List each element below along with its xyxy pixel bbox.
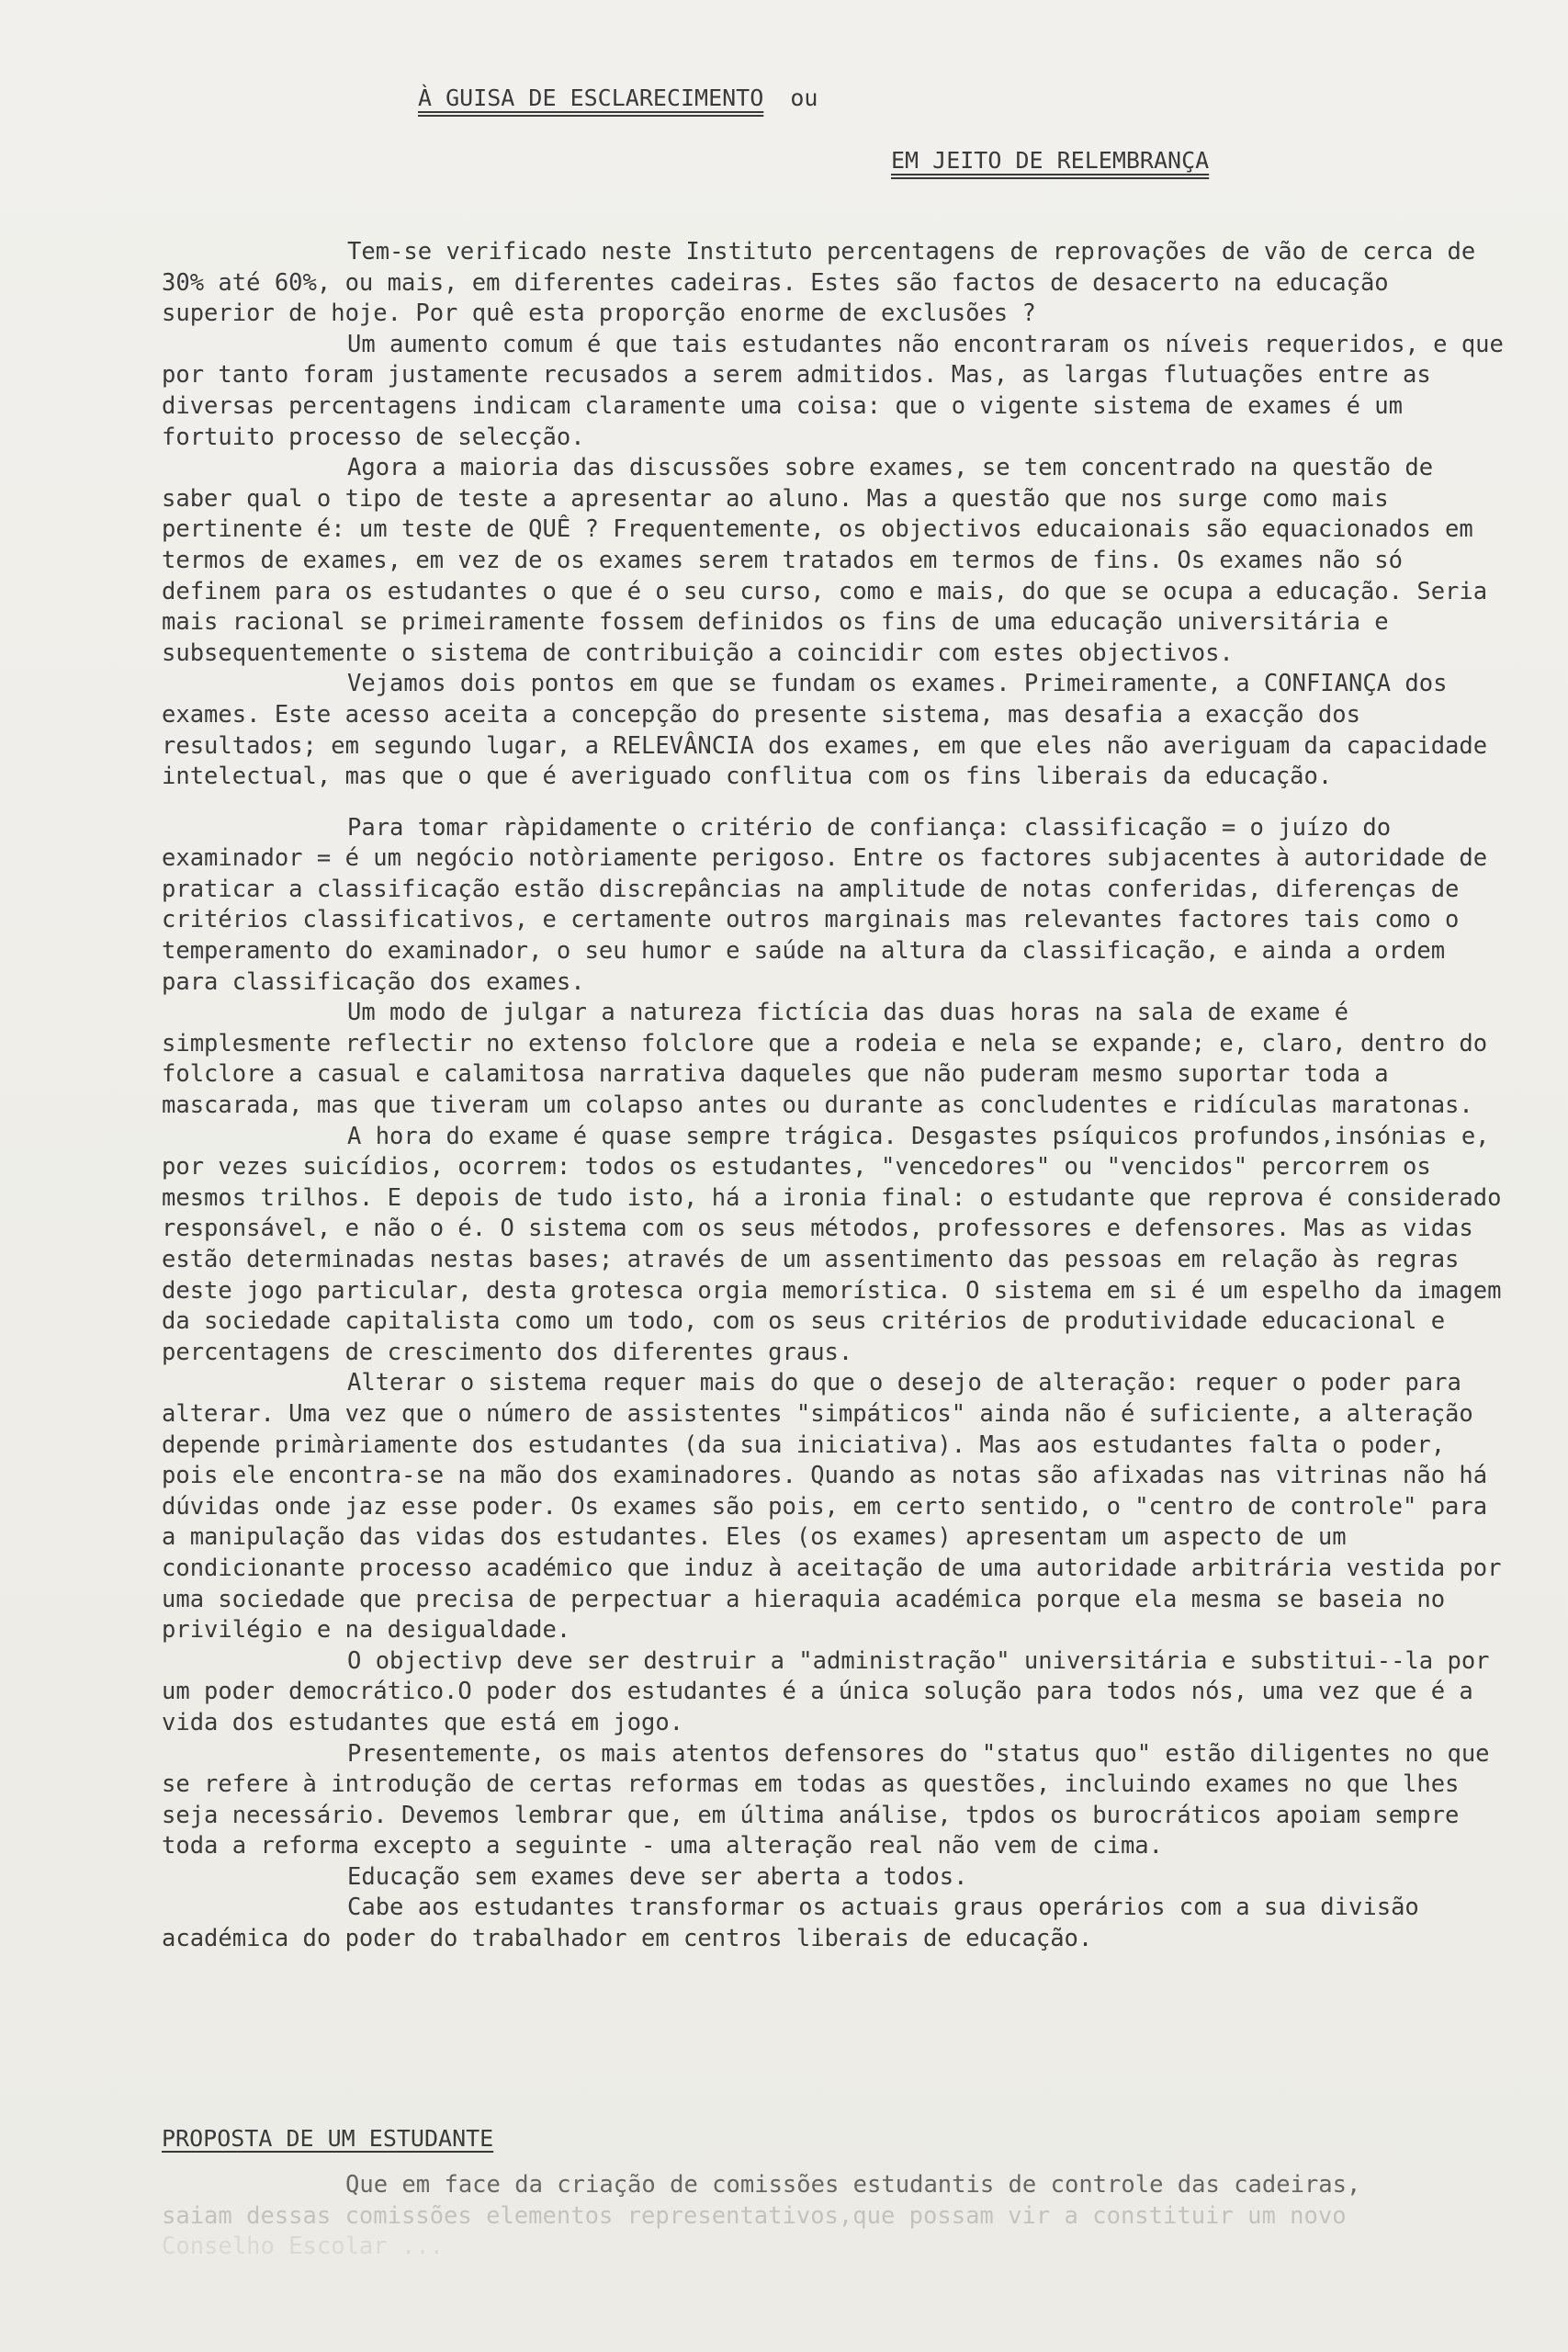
proposal-line: Que em face da criação de comissões estudantis de controle das cadeiras, (345, 2171, 1361, 2199)
paragraph: Tem-se verificado neste Instituto percentagens de reprovações de vão de cerca de 30% até 60%, ou mais, em diferentes cadeiras. Estes são factos de desacerto na educação superior de hoje. Por quê esta proporção enorme de exclusões ? (162, 238, 1476, 328)
proposal-title: PROPOSTA DE UM ESTUDANTE (162, 2125, 494, 2152)
paragraph: O objectivp deve ser destruir a "administração" universitária e substitui--la por um poder democrático.O poder dos estudantes é a única solução para todos nós, uma vez que é a vida dos estudantes que está em jogo. (162, 1646, 1490, 1736)
paragraph: Agora a maioria das discussões sobre exames, se tem concentrado na questão de saber qual o tipo de teste a apresentar ao aluno. Mas a questão que nos surge como mais pertinente é: um teste de QUÊ ? Frequentemente, os objectivos educaionais são equacionados em termos de exames, em vez de os exames serem tratados em termos de fins. Os exames não só definem para os estudantes o que é o seu curso, como e mais, do que se ocupa a educação. Seria mais racional se primeiramente fossem definidos os fins de uma educação universitária e subsequentemente o sistema de contribuição a coincidir com estes objectivos. (162, 454, 1488, 667)
document-body (162, 237, 1512, 1955)
proposal-text (162, 2170, 1466, 2263)
title-connector: ou (790, 85, 818, 111)
title-part-a: À GUISA DE ESCLARECIMENTO (418, 85, 764, 111)
proposal-line: Conselho Escolar ... (162, 2233, 445, 2261)
paragraph: Para tomar ràpidamente o critério de confiança: classificação = o juízo do examinador = é um negócio notòriamente perigoso. Entre os factores subjacentes à autoridade de praticar a classificação estão discrepâncias na amplitude de notas conferidas, diferenças de critérios classificativos, e certamente outros marginais mas relevantes factores tais como o temperamento do examinador, o seu humor e saúde na altura da classificação, e ainda a ordem para classificação dos exames. (162, 813, 1488, 996)
proposal-line: saiam dessas comissões elementos representativos,que possam vir a constituir um novo (162, 2201, 1347, 2230)
paragraph: Um aumento comum é que tais estudantes não encontraram os níveis requeridos, e que por tanto foram justamente recusados a serem admitidos. Mas, as largas flutuações entre as diversas percentagens indicam claramente uma coisa: que o vigente sistema de exames é um fortuito processo de selecção. (162, 330, 1504, 451)
paragraph: Cabe aos estudantes transformar os actuais graus operários com a sua divisão académica do poder do trabalhador em centros liberais de educação. (162, 1894, 1419, 1953)
document-title (418, 85, 818, 111)
document-subtitle: EM JEITO DE RELEMBRANÇA (891, 147, 1210, 174)
paragraph: Alterar o sistema requer mais do que o desejo de alteração: requer o poder para alterar. Uma vez que o número de assistentes "simpáticos" ainda não é suficiente, a alteração depende primàriamente dos estudantes (da sua iniciativa). Mas aos estudantes falta o poder, pois ele encontra-se na mão dos examinadores. Quando as notas são afixadas nas vitrinas não há dúvidas onde jaz esse poder. Os exames são pois, em certo sentido, o "centro de controle" para a manipulação das vidas dos estudantes. Eles (os exames) apresentam um aspecto de um condicionante processo académico que induz à aceitação de uma autoridade arbitrária vestida por uma sociedade que precisa de perpectuar a hieraquia académica porque ela mesma se baseia no privilégio e na desigualdade. (162, 1369, 1502, 1645)
paragraph: Um modo de julgar a natureza fictícia das duas horas na sala de exame é simplesmente reflectir no extenso folclore que a rodeia e nela se expande; e, claro, dentro do folclore a casual e calamitosa narrativa daqueles que não puderam mesmo suportar toda a mascarada, mas que tiveram um colapso antes ou durante as concludentes e ridículas maratonas. (162, 999, 1488, 1120)
paragraph: A hora do exame é quase sempre trágica. Desgastes psíquicos profundos,insónias e, por vezes suicídios, ocorrem: todos os estudantes, "vencedores" ou "vencidos" percorrem os mesmos trilhos. E depois de tudo isto, há a ironia final: o estudante que reprova é considerado responsável, e não o é. O sistema com os seus métodos, professores e defensores. Mas as vidas estão determinadas nestas bases; através de um assentimento das pessoas em relação às regras deste jogo particular, desta grotesca orgia memorística. O sistema em si é um espelho da imagem da sociedade capitalista como um todo, com os seus critérios de produtividade educacional e percentagens de crescimento dos diferentes graus. (162, 1122, 1502, 1366)
paragraph: Educação sem exames deve ser aberta a todos. (347, 1862, 968, 1891)
paragraph: Vejamos dois pontos em que se fundam os exames. Primeiramente, a CONFIANÇA dos exames. Este acesso aceita a concepção do presente sistema, mas desafia a exacção dos resultados; em segundo lugar, a RELEVÂNCIA dos exames, em que eles não averiguam da capacidade intelectual, mas que o que é averiguado conflitua com os fins liberais da educação. (162, 670, 1488, 791)
paragraph: Presentemente, os mais atentos defensores do "status quo" estão diligentes no que se refere à introdução de certas reformas em todas as questões, incluindo exames no que lhes seja necessário. Devemos lembrar que, em última análise, tpdos os burocráticos apoiam sempre toda a reforma excepto a seguinte - uma alteração real não vem de cima. (162, 1739, 1490, 1860)
